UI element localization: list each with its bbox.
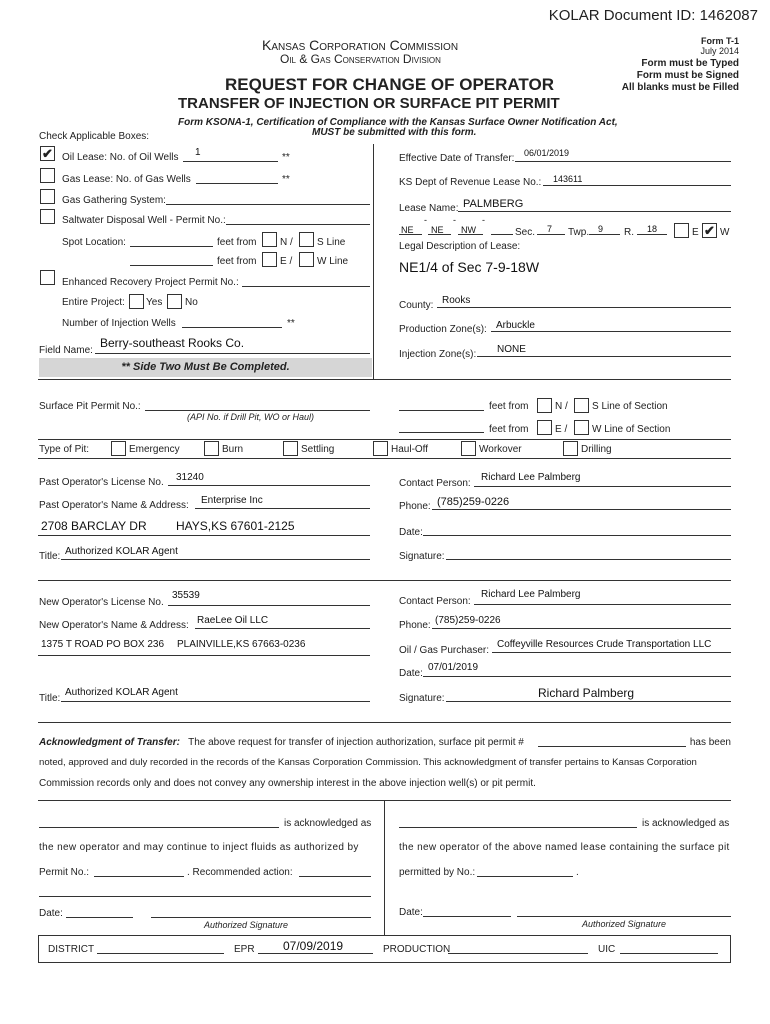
new-signature-label: Signature: bbox=[399, 693, 445, 704]
effective-date-value[interactable]: 06/01/2019 bbox=[524, 148, 570, 158]
production-field[interactable] bbox=[448, 953, 588, 954]
ack-pit-permit-field[interactable] bbox=[538, 746, 686, 747]
ack-left-operator-field[interactable] bbox=[39, 827, 279, 828]
range-e-label: E bbox=[692, 227, 699, 238]
pit-s-label: S Line of Section bbox=[592, 401, 668, 412]
pit-emergency-checkbox[interactable] bbox=[111, 441, 126, 456]
pit-drilling-label: Drilling bbox=[581, 444, 612, 455]
form-note-typed: Form must be Typed bbox=[641, 58, 739, 69]
ack-permitted-by-label: permitted by No.: bbox=[399, 867, 476, 878]
ks-dept-label: KS Dept of Revenue Lease No.: bbox=[399, 177, 542, 188]
past-license-line bbox=[168, 485, 370, 486]
oil-lease-checkbox[interactable]: ✔ bbox=[40, 146, 55, 161]
saltwater-checkbox[interactable] bbox=[40, 209, 55, 224]
pit-type-bottom-line bbox=[38, 458, 731, 459]
range-w-label: W bbox=[720, 227, 730, 238]
ack-permit-no-label: Permit No.: bbox=[39, 867, 90, 878]
ksona-note-line2: MUST be submitted with this form. bbox=[312, 127, 477, 138]
ack-has-been: has been bbox=[689, 737, 731, 748]
past-contact-line bbox=[474, 486, 731, 487]
operators-divider bbox=[38, 580, 731, 581]
ack-period: . bbox=[576, 867, 579, 878]
pit-burn-label: Burn bbox=[222, 444, 244, 455]
spot-ew-feet-label: feet from bbox=[217, 256, 257, 267]
entire-project-yes-label: Yes bbox=[146, 297, 163, 308]
ack-right-date-label: Date: bbox=[399, 907, 423, 918]
new-name-line bbox=[195, 628, 370, 629]
uic-field[interactable] bbox=[620, 953, 718, 954]
new-contact-value[interactable]: Richard Lee Palmberg bbox=[481, 589, 581, 600]
new-title-label: Title: bbox=[39, 693, 61, 704]
saltwater-permit-field[interactable] bbox=[226, 224, 370, 225]
pit-burn-checkbox[interactable] bbox=[204, 441, 219, 456]
ks-dept-value[interactable]: 143611 bbox=[553, 174, 583, 184]
pit-hauloff-label: Haul-Off bbox=[391, 444, 429, 455]
past-contact-value[interactable]: Richard Lee Palmberg bbox=[481, 472, 581, 483]
quarter-3-value[interactable]: NW bbox=[461, 225, 476, 235]
spot-n-checkbox[interactable] bbox=[262, 232, 277, 247]
ksona-note-line1: Form KSONA-1, Certification of Compliance with the Kansas Surface Owner Notification Act, bbox=[178, 117, 618, 128]
new-contact-line bbox=[474, 604, 731, 605]
past-name-line bbox=[195, 508, 370, 509]
new-phone-label: Phone: bbox=[399, 620, 431, 631]
ack-right-is-ack: is acknowledged as bbox=[642, 818, 730, 829]
county-value[interactable]: Rooks bbox=[442, 295, 471, 306]
epr-value[interactable]: 07/09/2019 bbox=[283, 939, 344, 953]
production-zone-value[interactable]: Arbuckle bbox=[496, 320, 535, 331]
entire-project-no-label: No bbox=[185, 297, 198, 308]
field-name-value[interactable]: Berry-southeast Rooks Co. bbox=[100, 336, 245, 350]
form-date: July 2014 bbox=[700, 46, 739, 56]
pit-s-checkbox[interactable] bbox=[574, 398, 589, 413]
spot-location-label: Spot Location: bbox=[62, 237, 126, 248]
gas-wells-field[interactable] bbox=[196, 183, 278, 184]
ack-left-date-label: Date: bbox=[39, 908, 63, 919]
quarter-2-line bbox=[428, 234, 451, 235]
ack-right-date-field[interactable] bbox=[423, 916, 511, 917]
past-title-label: Title: bbox=[39, 551, 61, 562]
past-contact-label: Contact Person: bbox=[399, 478, 471, 489]
new-license-line bbox=[168, 605, 370, 606]
ack-right-text: the new operator of the above named lease containing the surface pit bbox=[399, 842, 730, 853]
saltwater-label: Saltwater Disposal Well - Permit No.: bbox=[62, 215, 226, 226]
new-signature-line bbox=[446, 701, 731, 702]
division-name: Oil & Gas Conservation Division bbox=[280, 52, 441, 66]
lease-name-value[interactable]: PALMBERG bbox=[463, 198, 524, 210]
past-address-street[interactable]: 2708 BARCLAY DR bbox=[41, 519, 147, 533]
gas-lease-label: Gas Lease: No. of Gas Wells bbox=[62, 174, 191, 185]
field-name-line bbox=[95, 353, 370, 354]
injection-wells-label: Number of Injection Wells bbox=[62, 318, 176, 329]
agency-name: Kansas Corporation Commission bbox=[262, 37, 459, 53]
pit-n-checkbox[interactable] bbox=[537, 398, 552, 413]
spot-ew-feet-field[interactable] bbox=[130, 265, 213, 266]
pit-workover-label: Workover bbox=[479, 444, 522, 455]
pit-settling-checkbox[interactable] bbox=[283, 441, 298, 456]
ack-left-text: the new operator and may continue to inject fluids as authorized by bbox=[39, 842, 359, 853]
field-name-label: Field Name: bbox=[39, 345, 93, 356]
past-license-label: Past Operator's License No. bbox=[39, 477, 164, 488]
new-name-value[interactable]: RaeLee Oil LLC bbox=[197, 615, 269, 626]
past-signature-label: Signature: bbox=[399, 551, 445, 562]
form-number: Form T-1 bbox=[700, 36, 739, 46]
purchaser-line bbox=[492, 652, 731, 653]
sec-value[interactable]: 7 bbox=[547, 224, 553, 234]
pit-drilling-checkbox[interactable] bbox=[563, 441, 578, 456]
sec-line bbox=[537, 234, 565, 235]
pit-type-top-line bbox=[38, 439, 731, 440]
production-label: PRODUCTION bbox=[383, 944, 451, 955]
sec-label: Sec. bbox=[515, 227, 536, 238]
production-zone-label: Production Zone(s): bbox=[399, 324, 487, 335]
pit-emergency-label: Emergency bbox=[129, 444, 180, 455]
new-license-value[interactable]: 35539 bbox=[172, 590, 200, 601]
injection-zone-label: Injection Zone(s): bbox=[399, 349, 477, 360]
pit-settling-label: Settling bbox=[301, 444, 335, 455]
ack-right-auth-sig: Authorized Signature bbox=[582, 919, 667, 929]
ack-recommended-field[interactable] bbox=[299, 876, 371, 877]
pit-w-label: W Line of Section bbox=[592, 424, 671, 435]
past-date-field[interactable] bbox=[423, 535, 731, 536]
injection-zone-value[interactable]: NONE bbox=[497, 344, 526, 355]
injection-zone-line bbox=[477, 356, 731, 357]
new-date-value[interactable]: 07/01/2019 bbox=[428, 662, 479, 673]
injection-wells-field[interactable] bbox=[182, 327, 282, 328]
lease-name-line bbox=[458, 211, 731, 212]
quarter-dash-2: - bbox=[453, 215, 456, 225]
pit-e-checkbox[interactable] bbox=[537, 420, 552, 435]
district-field[interactable] bbox=[97, 953, 224, 954]
new-title-line bbox=[61, 701, 370, 702]
side-two-banner: ** Side Two Must Be Completed. bbox=[39, 358, 372, 377]
twp-label: Twp. bbox=[568, 227, 590, 238]
spot-w-checkbox[interactable] bbox=[299, 252, 314, 267]
new-signature-value[interactable]: Richard Palmberg bbox=[538, 686, 635, 700]
pit-ew-feet-label: feet from bbox=[489, 424, 529, 435]
gas-gathering-checkbox[interactable] bbox=[40, 189, 55, 204]
enhanced-recovery-label: Enhanced Recovery Project Permit No.: bbox=[62, 277, 239, 288]
column-divider bbox=[373, 144, 374, 380]
ack-line-3: Commission records only and does not convey any ownership interest in the above injection well(s) or pit permit. bbox=[39, 778, 536, 789]
production-zone-line bbox=[491, 331, 731, 332]
spot-w-label: W Line bbox=[317, 256, 349, 267]
new-date-line bbox=[423, 676, 731, 677]
spot-s-label: S Line bbox=[317, 237, 346, 248]
purchaser-value[interactable]: Coffeyville Resources Crude Transportation LLC bbox=[497, 639, 712, 650]
ack-recommended-line-2[interactable] bbox=[39, 896, 371, 897]
form-note-filled: All blanks must be Filled bbox=[621, 82, 739, 93]
range-w-checkbox[interactable]: ✔ bbox=[702, 223, 717, 238]
past-title-line bbox=[61, 559, 370, 560]
oil-wells-value: 1 bbox=[195, 147, 201, 158]
new-phone-value[interactable]: (785)259-0226 bbox=[435, 615, 501, 626]
past-address-city[interactable]: HAYS,KS 67601-2125 bbox=[176, 519, 295, 533]
pit-ns-feet-label: feet from bbox=[489, 401, 529, 412]
api-note: (API No. if Drill Pit, WO or Haul) bbox=[187, 412, 315, 422]
oil-wells-field[interactable] bbox=[183, 161, 278, 162]
gas-lease-checkbox[interactable] bbox=[40, 168, 55, 183]
pit-n-label: N / bbox=[555, 401, 568, 412]
district-label: DISTRICT bbox=[48, 944, 95, 955]
entire-project-label: Entire Project: bbox=[62, 297, 125, 308]
new-contact-label: Contact Person: bbox=[399, 596, 471, 607]
ack-permit-no-field[interactable] bbox=[94, 876, 184, 877]
section-divider bbox=[38, 379, 731, 380]
ack-line-2: noted, approved and duly recorded in the records of the Kansas Corporation Commission. This acknowledgment of transfer pertains to Kansas Corporation bbox=[39, 757, 697, 768]
spot-ns-feet-label: feet from bbox=[217, 237, 257, 248]
spot-e-label: E / bbox=[280, 256, 293, 267]
quarter-1-value[interactable]: NE bbox=[401, 225, 414, 235]
epr-label: EPR bbox=[234, 944, 255, 955]
quarter-3-line bbox=[458, 234, 483, 235]
past-phone-label: Phone: bbox=[399, 501, 431, 512]
pit-w-checkbox[interactable] bbox=[574, 420, 589, 435]
uic-label: UIC bbox=[598, 944, 616, 955]
past-signature-field[interactable] bbox=[446, 559, 731, 560]
past-title-value[interactable]: Authorized KOLAR Agent bbox=[65, 546, 178, 557]
ack-left-auth-sig: Authorized Signature bbox=[204, 920, 289, 930]
ack-column-divider bbox=[384, 801, 385, 935]
past-license-value[interactable]: 31240 bbox=[176, 472, 204, 483]
past-address-line bbox=[38, 535, 370, 536]
ack-right-operator-field[interactable] bbox=[399, 827, 637, 828]
oil-lease-label: Oil Lease: No. of Oil Wells bbox=[62, 152, 179, 163]
entire-project-no-checkbox[interactable] bbox=[167, 294, 182, 309]
range-e-checkbox[interactable] bbox=[674, 223, 689, 238]
effective-date-line bbox=[515, 161, 731, 162]
ks-dept-line bbox=[543, 185, 731, 186]
pit-ew-feet-field[interactable] bbox=[399, 432, 484, 433]
lease-name-label: Lease Name: bbox=[399, 203, 459, 214]
ack-line-1: Acknowledgment of Transfer: The above request for transfer of injection authorization, surface pit permit # bbox=[39, 737, 524, 748]
form-title-line1: REQUEST FOR CHANGE OF OPERATOR bbox=[225, 75, 555, 94]
new-address-city[interactable]: PLAINVILLE,KS 67663-0236 bbox=[177, 639, 306, 650]
ack-top-divider bbox=[38, 722, 731, 723]
legal-description-value[interactable]: NE1/4 of Sec 7-9-18W bbox=[399, 259, 540, 275]
legal-description-label: Legal Description of Lease: bbox=[399, 241, 521, 252]
quarter-dash-3: - bbox=[482, 215, 485, 225]
oil-wells-stars: ** bbox=[282, 152, 290, 163]
quarter-2-value[interactable]: NE bbox=[431, 225, 444, 235]
past-phone-value[interactable]: (785)259-0226 bbox=[437, 496, 510, 508]
enhanced-recovery-checkbox[interactable] bbox=[40, 270, 55, 285]
gas-gathering-label: Gas Gathering System: bbox=[62, 195, 166, 206]
check-boxes-label: Check Applicable Boxes: bbox=[39, 131, 150, 142]
new-phone-line bbox=[432, 628, 731, 629]
injection-wells-stars: ** bbox=[287, 318, 295, 329]
past-phone-line bbox=[432, 509, 731, 510]
new-date-label: Date: bbox=[399, 668, 423, 679]
pit-e-label: E / bbox=[555, 424, 568, 435]
pit-workover-checkbox[interactable] bbox=[461, 441, 476, 456]
quarter-4-line bbox=[491, 234, 513, 235]
ack-left-date-field[interactable] bbox=[66, 917, 133, 918]
ack-left-is-ack: is acknowledged as bbox=[284, 818, 372, 829]
ack-recommended-label: . Recommended action: bbox=[187, 867, 293, 878]
new-address-line bbox=[38, 655, 370, 656]
spot-s-checkbox[interactable] bbox=[299, 232, 314, 247]
spot-e-checkbox[interactable] bbox=[262, 252, 277, 267]
range-line bbox=[637, 234, 667, 235]
pit-hauloff-checkbox[interactable] bbox=[373, 441, 388, 456]
enhanced-permit-field[interactable] bbox=[242, 286, 370, 287]
new-address-street[interactable]: 1375 T ROAD PO BOX 236 bbox=[41, 639, 165, 650]
ack-permitted-by-field[interactable] bbox=[477, 876, 573, 877]
surface-pit-label: Surface Pit Permit No.: bbox=[39, 401, 141, 412]
pit-type-label: Type of Pit: bbox=[39, 444, 90, 455]
pit-ns-feet-field[interactable] bbox=[399, 410, 484, 411]
past-name-value[interactable]: Enterprise Inc bbox=[201, 495, 263, 506]
new-name-label: New Operator's Name & Address: bbox=[39, 620, 189, 631]
new-title-value[interactable]: Authorized KOLAR Agent bbox=[65, 687, 178, 698]
gas-wells-stars: ** bbox=[282, 174, 290, 185]
range-value[interactable]: 18 bbox=[647, 224, 658, 234]
county-label: County: bbox=[399, 300, 434, 311]
epr-line bbox=[258, 953, 373, 954]
gas-gathering-field[interactable] bbox=[166, 204, 370, 205]
spot-n-label: N / bbox=[280, 237, 293, 248]
surface-pit-field[interactable] bbox=[145, 410, 370, 411]
purchaser-label: Oil / Gas Purchaser: bbox=[399, 645, 490, 656]
ack-right-signature-field[interactable] bbox=[517, 916, 731, 917]
form-title-line2: TRANSFER OF INJECTION OR SURFACE PIT PERMIT bbox=[178, 95, 560, 112]
form-note-signed: Form must be Signed bbox=[636, 70, 739, 81]
entire-project-yes-checkbox[interactable] bbox=[129, 294, 144, 309]
past-date-label: Date: bbox=[399, 527, 423, 538]
quarter-1-line bbox=[399, 234, 422, 235]
document-id: KOLAR Document ID: 1462087 bbox=[548, 7, 758, 24]
new-license-label: New Operator's License No. bbox=[39, 597, 164, 608]
past-name-label: Past Operator's Name & Address: bbox=[39, 500, 189, 511]
twp-value[interactable]: 9 bbox=[598, 224, 604, 234]
range-label: R. bbox=[624, 227, 634, 238]
county-line bbox=[437, 307, 731, 308]
effective-date-label: Effective Date of Transfer: bbox=[399, 153, 515, 164]
quarter-dash-1: - bbox=[424, 215, 427, 225]
ack-left-signature-field[interactable] bbox=[151, 917, 371, 918]
spot-ns-feet-field[interactable] bbox=[130, 246, 213, 247]
twp-line bbox=[589, 234, 620, 235]
